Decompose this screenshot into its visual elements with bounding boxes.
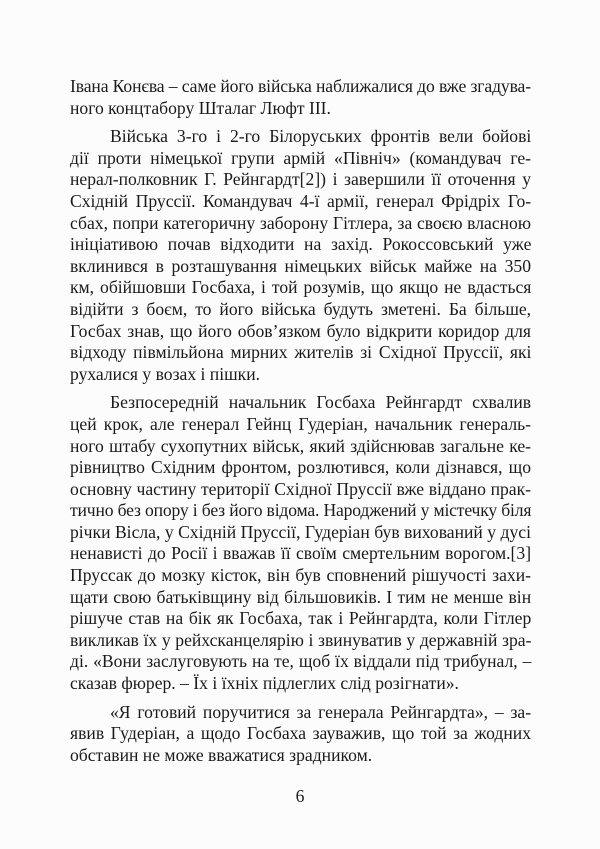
text-line: ді. «Вони заслуговують на те, щоб їх віддали під трибунал, – xyxy=(70,651,532,672)
text-line: Пруссак до мозку кісток, він був сповнений рішучості захи- xyxy=(70,565,531,586)
document-page xyxy=(70,76,531,773)
text-line: викликав їх у рейхсканцелярію і звинуватив у державній зра- xyxy=(70,629,532,650)
text-line: явив Гудеріан, а щодо Госбаха зауважив, що той за жодних xyxy=(70,723,531,744)
text-line: рухалися у возах і пішки. xyxy=(70,363,261,384)
body-text xyxy=(70,76,531,766)
text-line: тично без опору і без його відома. Народжений у містечку біля xyxy=(70,500,532,521)
text-line: цей крок, але генерал Гейнц Гудеріан, начальник генераль- xyxy=(70,413,531,434)
text-line: річки Вісла, у Східній Пруссії, Гудеріан був вихований у дусі xyxy=(70,521,531,542)
text-line: Війська 3-го і 2-го Білоруських фронтів вели бойові xyxy=(110,126,532,147)
text-line: рішуче став на бік як Госбаха, так і Рейнгардта, коли Гітлер xyxy=(70,608,532,629)
text-line: відходу півмільйона мирних жителів зі Східної Пруссії, які xyxy=(70,342,532,363)
text-line: Безпосередній начальник Госбаха Рейнгардт схвалив xyxy=(110,392,532,413)
text-line: сказав фюрер. – Їх і їхніх підлеглих слід розігнати». xyxy=(70,673,459,694)
text-line: сбах, попри категоричну заборону Гітлера, за своєю власною xyxy=(70,212,531,233)
text-line: дії проти німецької групи армій «Північ» (командувач ге- xyxy=(70,147,531,168)
text-line: ного штабу сухопутних військ, який здійснював загальне ке- xyxy=(70,435,531,456)
text-line: відійти з боєм, то його війська будуть зметені. Ба більше, xyxy=(70,298,532,319)
text-line: Івана Конєва – саме його війська наближалися до вже згадува- xyxy=(70,76,531,96)
text-line: ініціативою почав відходити на захід. Рокоссовський уже xyxy=(70,234,532,255)
paragraph xyxy=(70,392,531,694)
text-line: вклинився в розташування німецьких військ майже на 350 xyxy=(70,255,531,276)
paragraph xyxy=(70,76,531,119)
paragraph xyxy=(70,702,531,767)
text-line: Східній Пруссії. Командувач 4-ї армії, генерал Фрідріх Го- xyxy=(70,190,532,211)
text-line: ненависті до Росії і вважав її своїм смертельним ворогом.[3] xyxy=(70,543,532,564)
text-line: нерал-полковник Г. Рейнгардт[2]) і завершили її оточення у xyxy=(70,169,531,190)
text-line: обставин не може вважатися зрадником. xyxy=(70,744,373,765)
text-line: км, обійшовши Госбаха, і той розумів, що якщо не вдасться xyxy=(70,277,532,298)
text-line: ного концтабору Шталаг Люфт ІІІ. xyxy=(70,97,331,118)
page-number: 6 xyxy=(295,786,305,806)
text-line: рівництво Східним фронтом, розлютився, коли дізнався, що xyxy=(70,457,531,478)
paragraph xyxy=(70,126,531,385)
text-line: «Я готовий поручитися за генерала Рейнгардта», – за- xyxy=(110,701,532,722)
text-line: Госбах знав, що його обов’язком було відкрити коридор для xyxy=(70,320,531,341)
text-line: щати свою батьківщину від більшовиків. І тим не менше він xyxy=(70,586,532,607)
text-line: основну частину території Східної Пруссії вже віддано прак- xyxy=(70,478,531,499)
